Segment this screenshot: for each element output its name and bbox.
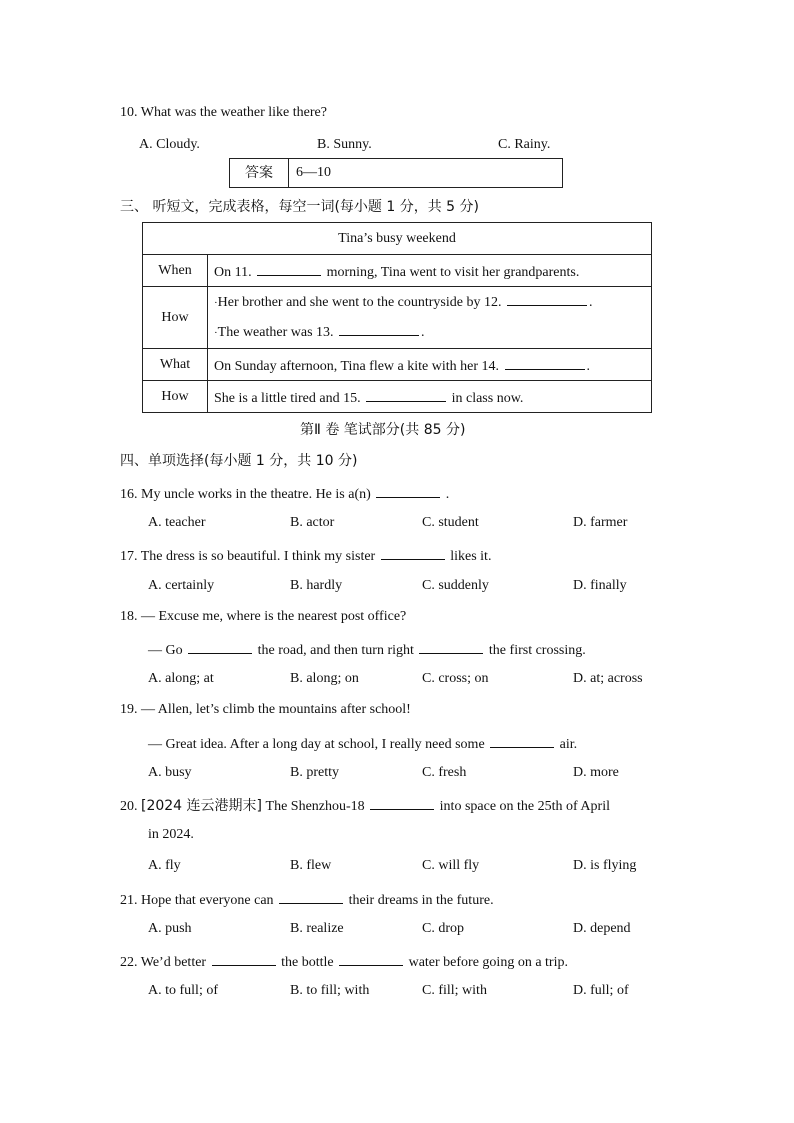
question-10-text: 10. What was the weather like there? — [120, 105, 327, 120]
row-text: On Sunday afternoon, Tina flew a kite with her 14. — [214, 358, 500, 374]
question-17 — [120, 545, 491, 566]
q-text: My uncle works in the theatre. He is a(n) — [141, 487, 371, 502]
answer-blank[interactable] — [419, 639, 483, 654]
q-num: 17. — [120, 549, 138, 564]
answer-blank[interactable] — [370, 795, 434, 810]
q-text: their dreams in the future. — [348, 893, 494, 908]
blank-12[interactable] — [507, 291, 587, 306]
option-c: C. fresh — [422, 765, 467, 780]
option-b: B. along; on — [290, 671, 359, 686]
question-19 — [120, 701, 411, 719]
table-row — [143, 255, 652, 287]
part-2-title: 第Ⅱ 卷 笔试部分(共 85 分) — [300, 422, 466, 438]
question-18 — [120, 608, 406, 626]
row-text: She is a little tired and 15. — [214, 390, 361, 406]
listening-table — [142, 222, 652, 413]
row-text: in class now. — [451, 390, 524, 406]
row-text: Her brother and she went to the countryside by 12. — [217, 294, 502, 310]
option-b: B. to fill; with — [290, 983, 370, 998]
option-a: A. push — [148, 921, 192, 936]
row-head: How — [143, 287, 208, 349]
option-a: A. Cloudy. — [139, 137, 200, 152]
option-d: D. full; of — [573, 983, 629, 998]
row-head: What — [143, 349, 208, 381]
row-content — [208, 381, 652, 413]
option-b: B. realize — [290, 921, 344, 936]
option-d: D. is flying — [573, 858, 637, 873]
q-text: into space on the 25th of April — [439, 799, 610, 814]
option-c: C. fill; with — [422, 983, 487, 998]
source-tag: [2024 连云港期末] — [141, 798, 263, 814]
section-3-title: 三、 听短文，完成表格，每空一词(每小题 1 分，共 5 分) — [120, 199, 479, 215]
option-a: A. certainly — [148, 578, 215, 593]
q-text: — Allen, let’s climb the mountains after school! — [141, 702, 411, 717]
question-22 — [120, 951, 568, 972]
option-d: D. more — [573, 765, 619, 780]
option-a: A. teacher — [148, 515, 206, 530]
q-text: — Great idea. After a long day at school, I really need some — [148, 737, 485, 752]
row-text: . — [589, 294, 593, 310]
q-text: The dress is so beautiful. I think my sister — [140, 549, 376, 564]
option-b: B. actor — [290, 515, 335, 530]
row-content: ·Her brother and she went to the countryside by 12. . ·The weather was 13. . — [208, 287, 652, 349]
q-text: air. — [559, 737, 578, 752]
answer-blank[interactable] — [188, 639, 252, 654]
section-4-title: 四、单项选择(每小题 1 分，共 10 分) — [120, 453, 358, 469]
q-num: 21. — [120, 893, 138, 908]
q-text: . — [445, 487, 450, 502]
option-d: D. farmer — [573, 515, 628, 530]
option-a: A. to full; of — [148, 983, 218, 998]
option-c: C. suddenly — [422, 578, 489, 593]
row-text: The weather was 13. — [217, 324, 334, 340]
option-a: A. fly — [148, 858, 181, 873]
answer-blank[interactable] — [376, 483, 440, 498]
blank-11[interactable] — [257, 261, 321, 276]
option-b: B. pretty — [290, 765, 339, 780]
q-text: the bottle — [281, 955, 334, 970]
table-row — [143, 287, 652, 349]
table-title: Tina’s busy weekend — [143, 223, 652, 255]
option-d: D. at; across — [573, 671, 643, 686]
blank-13[interactable] — [339, 321, 419, 336]
answer-blank[interactable] — [279, 889, 343, 904]
row-text: morning, Tina went to visit her grandparents. — [326, 264, 580, 280]
option-c: C. Rainy. — [498, 137, 551, 152]
row-head: When — [143, 255, 208, 287]
blank-15[interactable] — [366, 387, 446, 402]
option-b: B. hardly — [290, 578, 343, 593]
question-19-line2 — [148, 733, 577, 754]
question-20 — [120, 795, 610, 816]
option-c: C. student — [422, 515, 479, 530]
q-text: water before going on a trip. — [408, 955, 568, 970]
blank-14[interactable] — [505, 355, 585, 370]
option-b: B. Sunny. — [317, 137, 372, 152]
answer-box — [229, 158, 563, 188]
table-row — [143, 349, 652, 381]
q-num: 19. — [120, 702, 138, 717]
answer-label: 答案 — [230, 159, 289, 187]
answer-blank[interactable] — [339, 951, 403, 966]
row-head: How — [143, 381, 208, 413]
q-text: the first crossing. — [488, 643, 586, 658]
q-text: The Shenzhou-18 — [265, 799, 365, 814]
answer-blank[interactable] — [381, 545, 445, 560]
row-text: . — [586, 358, 591, 374]
row-text: On 11. — [214, 264, 252, 280]
option-c: C. will fly — [422, 858, 480, 873]
answer-blank[interactable] — [212, 951, 276, 966]
q-num: 16. — [120, 487, 138, 502]
option-c: C. drop — [422, 921, 464, 936]
q-text: We’d better — [140, 955, 207, 970]
row-content — [208, 349, 652, 381]
q-text: the road, and then turn right — [257, 643, 414, 658]
question-16 — [120, 483, 449, 504]
q-num: 18. — [120, 609, 138, 624]
row-content — [208, 255, 652, 287]
table-row — [143, 381, 652, 413]
option-b: B. flew — [290, 858, 332, 873]
question-21 — [120, 889, 494, 910]
answer-blank[interactable] — [490, 733, 554, 748]
option-a: A. along; at — [148, 671, 214, 686]
option-d: D. finally — [573, 578, 627, 593]
q-text: likes it. — [450, 549, 492, 564]
q-text: — Go — [148, 643, 183, 658]
question-20-line2: in 2024. — [148, 827, 194, 842]
option-d: D. depend — [573, 921, 631, 936]
answer-range: 6—10 — [296, 165, 331, 180]
option-c: C. cross; on — [422, 671, 489, 686]
q-text: Hope that everyone can — [141, 893, 274, 908]
q-num: 22. — [120, 955, 138, 970]
q-text: — Excuse me, where is the nearest post office? — [141, 609, 407, 624]
q-num: 20. — [120, 799, 138, 814]
question-18-line2 — [148, 639, 586, 660]
row-text: . — [421, 324, 425, 340]
option-a: A. busy — [148, 765, 192, 780]
